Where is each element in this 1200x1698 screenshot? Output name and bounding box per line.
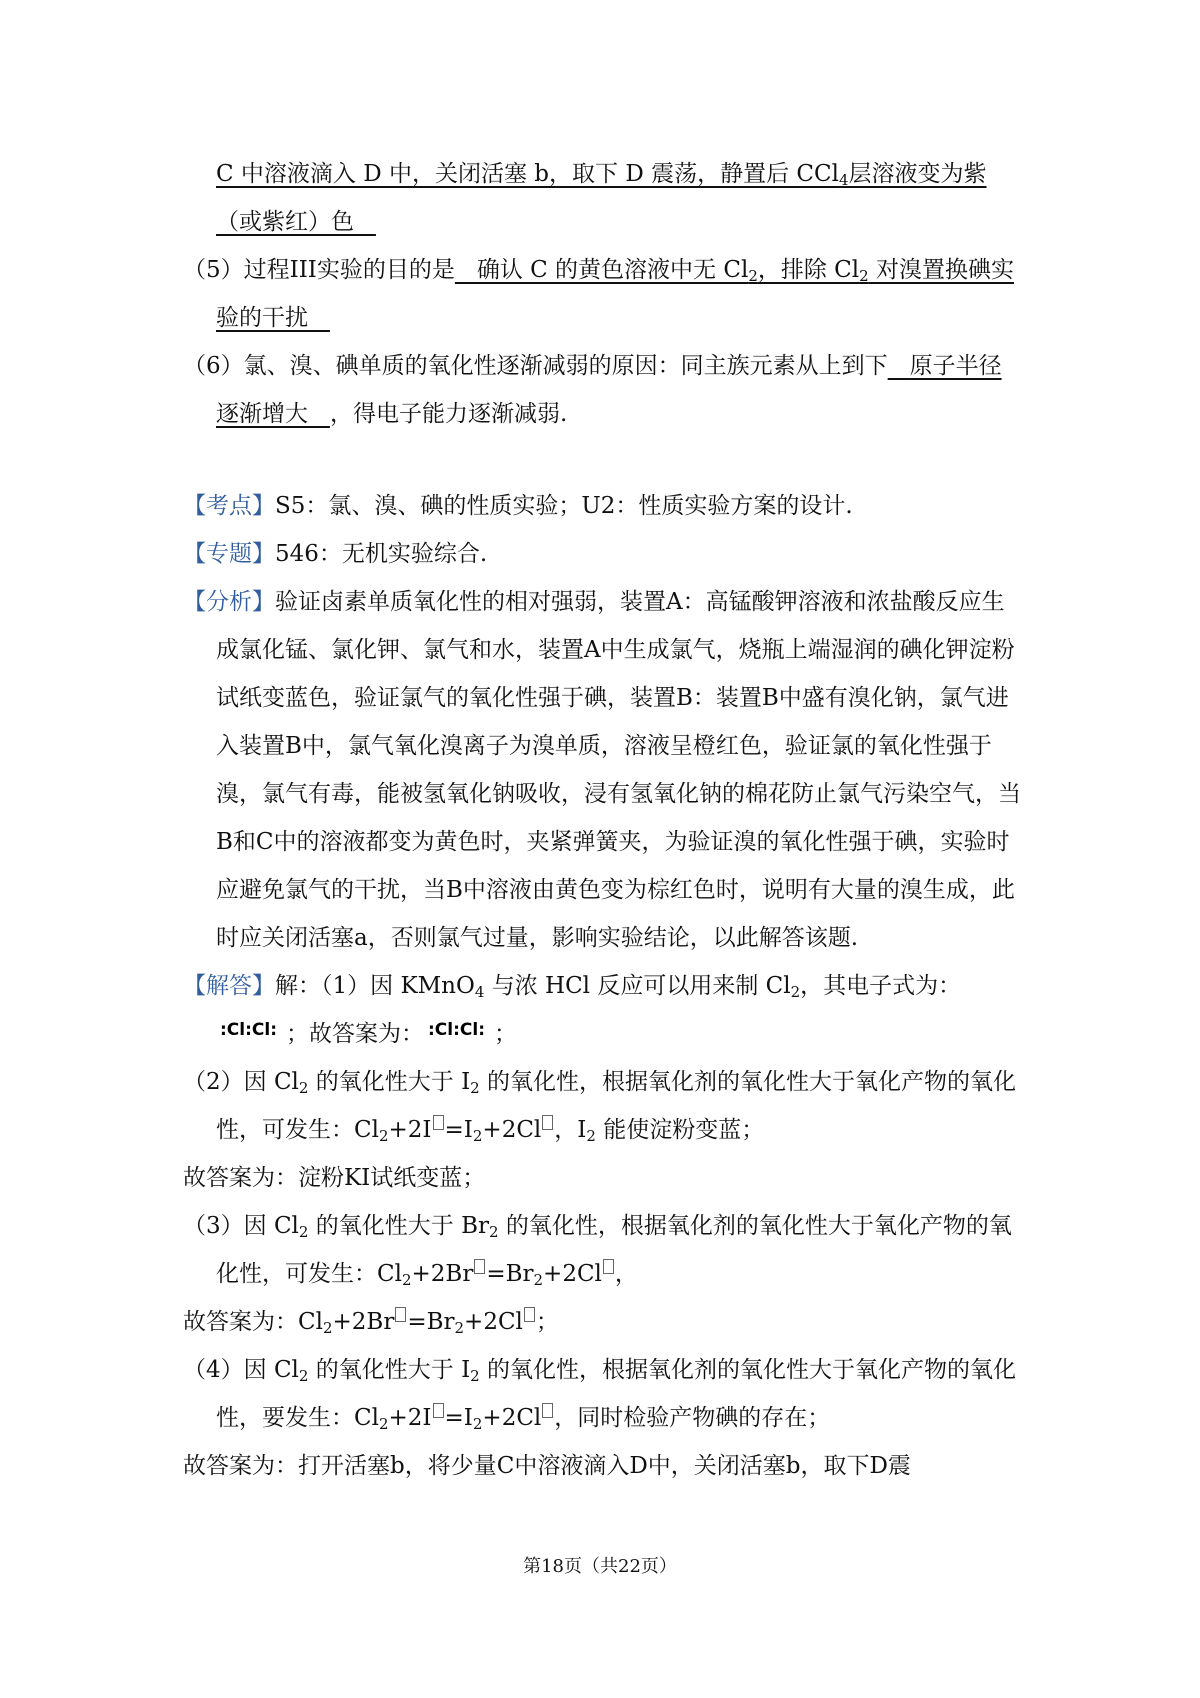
q3-solution: （3）因 $Cl_2$ 的氧化性大于 $Br_2$ 的氧化性，根据氧化剂的氧化性大于氧化产物的氧化性，可发生：$Cl_2+2Br =Br_2+2Cl$ ，	[183, 1213, 1012, 1289]
jieda-answer-prefix: ；故答案为：	[286, 1021, 424, 1047]
q5-answer: 确认 C 的黄色溶液中无 $Cl_2$，排除 $Cl_2$ 对溴置换碘实验的干扰	[216, 257, 1014, 331]
q5-paragraph: （5）过程III实验的目的是 确认 C 的黄色溶液中无 $Cl_2$，排除 $Cl_2$ 对溴置换碘实验的干扰	[183, 257, 1014, 331]
fenxi-text: 验证卤素单质氧化性的相对强弱，装置A：高锰酸钾溶液和浓盐酸反应生成氯化锰、氯化钾、氯气和水，装置A中生成氯气，烧瓶上端湿润的碘化钾淀粉试纸变蓝色，验证氯气的氧化性强于碘，装置B：装置B中盛有溴化钠，氯气进入装置B中，氯气氧化溴离子为溴单质，溶液呈橙红色，验证氯的氧化性强于溴，氯气有毒，能被氢氧化钠吸收，浸有氢氧化钠的棉花防止氯气污染空气，当B和C中的溶液都变为黄色时，夹紧弹簧夹，为验证溴的氧化性强于碘，实验时应避免氯气的干扰，当B中溶液由黄色变为棕红色时，说明有大量的溴生成，此时应关闭活塞a，否则氯气过量，影响实验结论，以此解答该题.	[216, 589, 1021, 951]
q6-tail: ，得电子能力逐渐减弱.	[329, 401, 568, 427]
zhuanti-paragraph	[183, 530, 1023, 578]
kaodian-text: S5：氯、溴、碘的性质实验；U2：性质实验方案的设计.	[275, 493, 853, 519]
chlorine-lewis-structure-answer-icon	[424, 1015, 494, 1045]
lewis-answer-text: :Cl:Cl:	[428, 1020, 486, 1040]
kaodian-paragraph	[183, 482, 1023, 530]
q6-answer-text: 原子半径逐渐增大	[216, 353, 1002, 427]
q4-answer-continuation	[183, 150, 1023, 246]
q4-answer: 故答案为：打开活塞b，将少量C中溶液滴入D中，关闭活塞b，取下D震	[183, 1453, 911, 1479]
jieda-tag: 【解答】	[183, 973, 275, 999]
zhuanti-tag: 【专题】	[183, 541, 275, 567]
q2-solution: （2）因 $Cl_2$ 的氧化性大于 $I_2$ 的氧化性，根据氧化剂的氧化性大于氧化产物的氧化性，可发生：$Cl_2+2I =I_2+2Cl$ ，$I_2$ 能使淀粉变蓝；	[183, 1069, 1017, 1145]
section-gap	[183, 438, 1023, 482]
lewis-text: :Cl:Cl:	[220, 1020, 278, 1040]
kaodian-tag: 【考点】	[183, 493, 275, 519]
jieda-paragraph: 【解答】解：（1）因 KMnO$_4$ 与浓 HCl 反应可以用来制 $Cl_2$，其电子式为： :Cl:Cl: ；故答案为： :Cl:Cl: ；	[183, 973, 962, 1047]
q4-solution: （4）因 $Cl_2$ 的氧化性大于 $I_2$ 的氧化性，根据氧化剂的氧化性大于氧化产物的氧化性，要发生：$Cl_2+2I =I_2+2Cl$ ，同时检验产物碘的存在；	[183, 1357, 1017, 1433]
fenxi-paragraph	[183, 578, 1023, 962]
page-content	[183, 150, 1023, 1490]
q6-paragraph: （6）氯、溴、碘单质的氧化性逐渐减弱的原因：同主族元素从上到下 原子半径逐渐增大 ，得电子能力逐渐减弱.	[183, 353, 1002, 427]
q4-answer-underlined: C 中溶液滴入 D 中，关闭活塞 b，取下 D 震荡，静置后 CCl$_4$层溶液变为紫（或紫红）色	[216, 161, 987, 235]
q3-answer: 故答案为：$Cl_2+2Br =Br_2+2Cl$ ；	[183, 1309, 559, 1337]
page-footer: 第18页（共22页）	[523, 1556, 677, 1577]
jieda-answer-end: ；	[494, 1021, 517, 1047]
fenxi-tag: 【分析】	[183, 589, 275, 615]
chlorine-lewis-structure-icon	[216, 1015, 286, 1045]
zhuanti-text: 546：无机实验综合.	[275, 541, 488, 567]
q2-answer: 故答案为：淀粉KI试纸变蓝；	[183, 1165, 486, 1191]
